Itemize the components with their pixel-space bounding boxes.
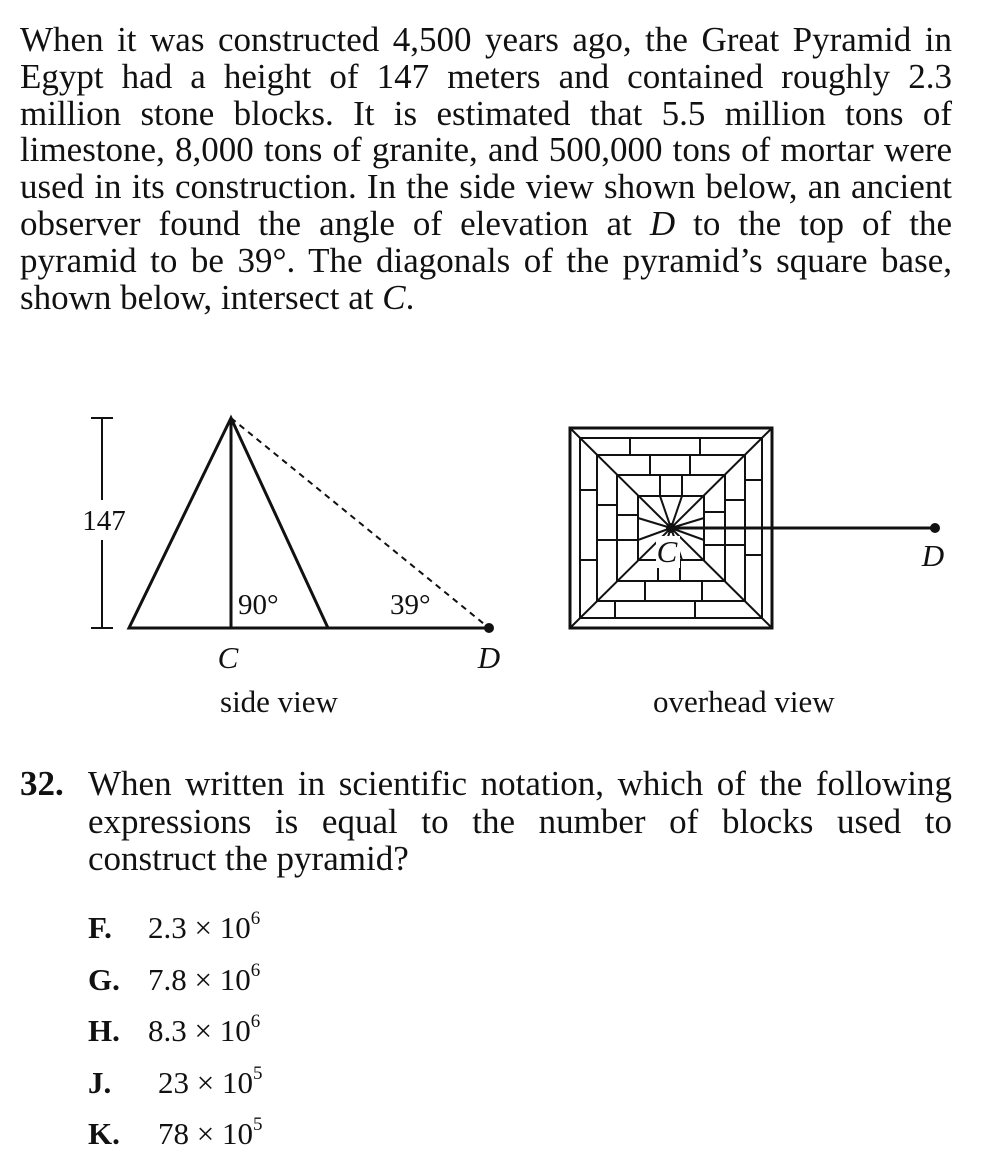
passage-point-c: C [382, 277, 406, 317]
point-d-dot [484, 623, 494, 633]
choice-base: 10 [221, 1116, 253, 1151]
choice-letter: F. [88, 910, 112, 945]
choice-exponent: 5 [252, 1114, 263, 1135]
times-sign: × [196, 1064, 215, 1100]
question-number: 32. [20, 764, 64, 803]
choice-k[interactable] [88, 1116, 262, 1168]
choice-coefficient: 23 [158, 1064, 189, 1100]
point-c-label: C [656, 534, 678, 569]
choice-coefficient: 78 [158, 1116, 189, 1151]
side-view-diagram [0, 400, 540, 680]
choice-letter: H. [88, 1013, 120, 1048]
choice-exponent: 6 [250, 908, 261, 929]
choice-g[interactable] [88, 959, 262, 1014]
choice-f[interactable] [88, 910, 262, 962]
passage-text-part-2: to the top of the pyramid to be 39°. The diagonals of the pyramid’s square base, shown below, intersect at [20, 203, 953, 317]
brick-joints-right [704, 480, 762, 555]
choice-coefficient: 7.8 [148, 961, 187, 997]
choice-value [148, 910, 260, 946]
right-angle-label: 90° [238, 589, 279, 621]
choice-value [148, 1116, 262, 1152]
choice-exponent: 6 [250, 959, 261, 981]
passage-text [20, 22, 952, 316]
point-c-label: C [217, 640, 239, 675]
choice-base: 10 [219, 961, 251, 997]
choice-h[interactable] [88, 1013, 262, 1065]
choice-coefficient: 8.3 [148, 1013, 187, 1048]
elevation-angle-label: 39° [390, 589, 431, 621]
times-sign: × [194, 1013, 212, 1048]
choice-value [148, 959, 261, 998]
choice-base: 10 [219, 1013, 251, 1048]
choice-value [148, 1062, 263, 1101]
passage-point-d: D [649, 203, 676, 243]
brick-joints-left [580, 490, 638, 560]
times-sign: × [194, 961, 212, 997]
answer-choices [88, 910, 262, 1168]
question-32 [20, 765, 952, 878]
pyramid-side-triangle [129, 418, 328, 628]
passage [20, 22, 952, 316]
point-d-dot [930, 523, 940, 533]
brick-joints-top [630, 438, 700, 496]
choice-exponent: 5 [252, 1062, 263, 1084]
point-d-label: D [477, 640, 501, 675]
choice-base: 10 [221, 1064, 253, 1100]
overhead-view-caption: overhead view [653, 684, 835, 719]
times-sign: × [194, 910, 212, 945]
passage-text-part-1: When it was constructed 4,500 years ago, the Great Pyramid in Egypt had a height of 147 meters and contained roughly 2.3 million stone blocks. It is estimated that 5.5 million tons of limestone, 8,000 tons of granite, and 500,000 tons of mortar were used in its construction. In the side view shown below, an ancient observer found the angle of elevation at [20, 20, 952, 243]
choice-value [148, 1013, 260, 1049]
question-text: When written in scientific notation, which of the following expressions is equal to the number of blocks used to construct the pyramid? [88, 764, 952, 878]
height-label: 147 [82, 505, 126, 537]
choice-j[interactable] [88, 1062, 263, 1117]
center-c-dot [666, 523, 676, 533]
choice-coefficient: 2.3 [148, 910, 187, 945]
times-sign: × [196, 1116, 215, 1151]
choice-exponent: 6 [250, 1011, 261, 1032]
choice-base: 10 [219, 910, 251, 945]
side-view-caption: side view [220, 684, 338, 719]
choice-letter: J. [88, 1064, 112, 1100]
choice-letter: G. [88, 961, 120, 997]
point-d-label: D [921, 538, 945, 573]
overhead-view-diagram [540, 400, 980, 680]
choice-letter: K. [88, 1116, 120, 1151]
passage-text-end: . [405, 277, 415, 317]
